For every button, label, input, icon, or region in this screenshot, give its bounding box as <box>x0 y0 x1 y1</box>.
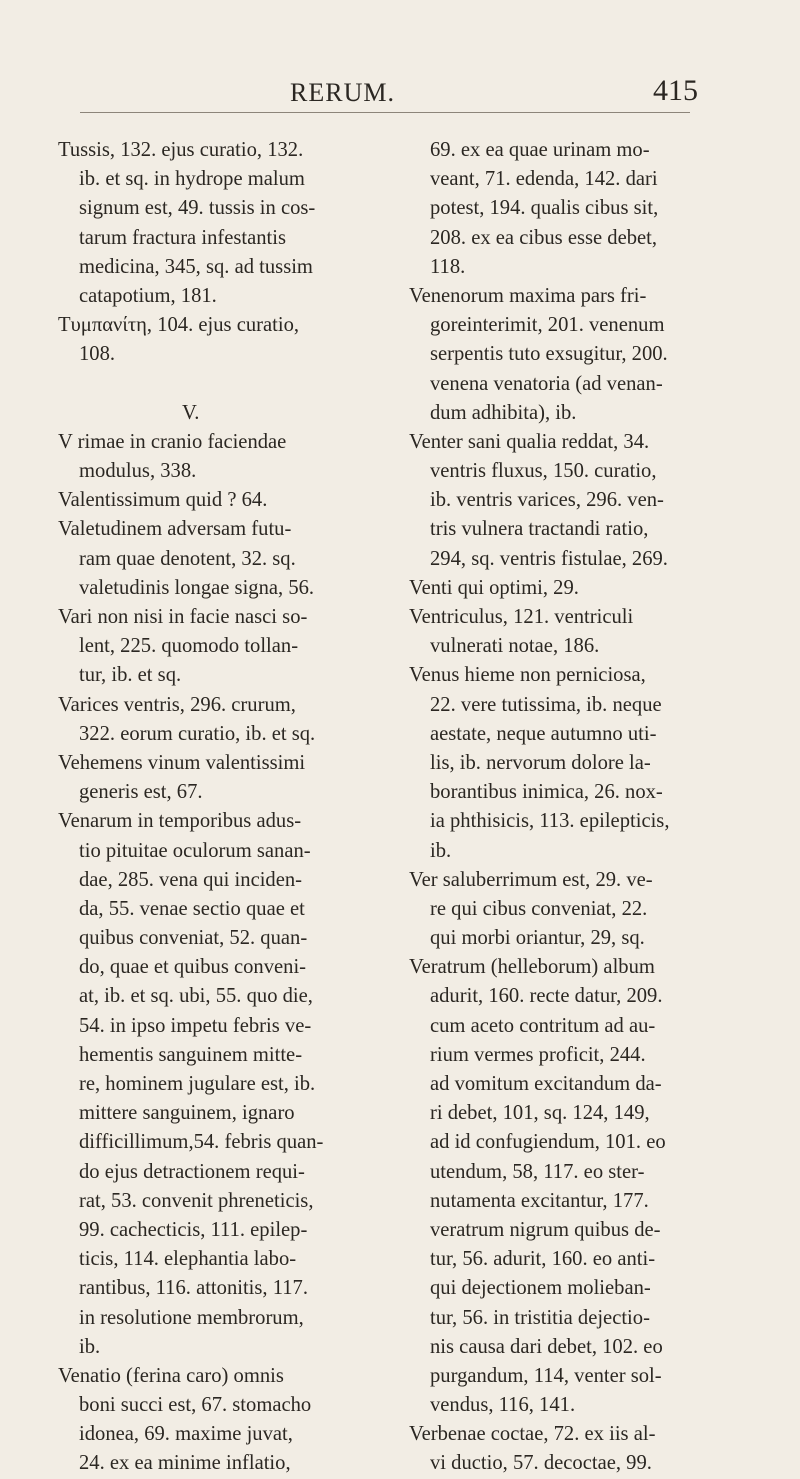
index-line: lis, ib. nervorum dolore la- <box>430 751 651 774</box>
index-line: tur, 56. adurit, 160. eo anti- <box>430 1248 656 1271</box>
index-line: Ventriculus, 121. ventriculi <box>409 606 634 628</box>
index-line: do ejus detractionem requi- <box>79 1160 305 1183</box>
index-line: at, ib. et sq. ubi, 55. quo die, <box>79 985 313 1008</box>
index-line: rat, 53. convenit phreneticis, <box>79 1189 314 1212</box>
index-line: tarum fractura infestantis <box>79 226 286 249</box>
index-line: ib. <box>430 839 452 862</box>
index-line: lent, 225. quomodo tollan- <box>79 635 299 658</box>
index-line: borantibus inimica, 26. nox- <box>430 781 663 804</box>
index-line: ad vomitum excitandum da- <box>430 1073 662 1095</box>
index-line: veratrum nigrum quibus de- <box>430 1218 661 1241</box>
index-line: 99. cachecticis, 111. epilep- <box>79 1218 308 1241</box>
index-line: serpentis tuto exsugitur, 200. <box>430 343 668 366</box>
right-index-column <box>409 136 739 1479</box>
index-line: vendus, 116, 141. <box>430 1394 576 1417</box>
index-line: signum est, 49. tussis in cos- <box>79 197 316 220</box>
running-title: RERUM. <box>290 78 395 107</box>
index-line: Vehemens vinum valentissimi <box>58 751 306 774</box>
blank-line <box>58 370 388 399</box>
index-line: Venatio (ferina caro) omnis <box>58 1364 284 1387</box>
index-line: Venenorum maxima pars fri- <box>409 284 647 307</box>
index-line: tris vulnera tractandi ratio, <box>430 518 649 541</box>
index-line: tur, 56. in tristitia dejectio- <box>430 1306 650 1329</box>
index-line: ib. et sq. in hydrope malum <box>79 168 305 191</box>
index-line: 54. in ipso impetu febris ve- <box>79 1014 312 1037</box>
index-line: 108. <box>79 343 116 366</box>
index-line: ticis, 114. elephantia labo- <box>79 1248 297 1271</box>
index-line: Venti qui optimi, 29. <box>409 576 579 599</box>
index-line: valetudinis longae signa, 56. <box>79 576 315 599</box>
index-line: 24. ex ea minime inflatio, <box>79 1452 291 1475</box>
index-line: ram quae denotent, 32. sq. <box>79 547 296 570</box>
index-line: catapotium, 181. <box>79 284 217 307</box>
index-line: do, quae et quibus conveni- <box>79 956 307 979</box>
header-rule <box>80 112 690 113</box>
index-line: Veratrum (helleborum) album <box>409 956 655 979</box>
page-header <box>0 74 800 118</box>
index-line: generis est, 67. <box>79 781 203 804</box>
index-line: ad id confugiendum, 101. eo <box>430 1131 666 1154</box>
index-line: utendum, 58, 117. eo ster- <box>430 1160 645 1183</box>
index-line: qui dejectionem molieban- <box>430 1277 651 1300</box>
index-line: medicina, 345, sq. ad tussim <box>79 255 313 278</box>
index-line: re, hominem jugulare est, ib. <box>79 1073 316 1095</box>
index-line: 322. eorum curatio, ib. et sq. <box>79 722 316 745</box>
index-line: da, 55. venae sectio quae et <box>79 897 305 920</box>
index-line: ia phthisicis, 113. epilepticis, <box>430 810 670 833</box>
index-line: rium vermes proficit, 244. <box>430 1043 646 1066</box>
index-line: tur, ib. et sq. <box>79 664 182 687</box>
index-line: nutamenta excitantur, 177. <box>430 1189 649 1212</box>
index-line: Venarum in temporibus adus- <box>58 810 302 833</box>
index-line: re qui cibus conveniat, 22. <box>430 897 648 920</box>
left-index-column <box>58 136 388 1479</box>
index-line: 208. ex ea cibus esse debet, <box>430 226 658 249</box>
index-line: Valentissimum quid ? 64. <box>58 489 268 512</box>
index-line: potest, 194. qualis cibus sit, <box>430 197 659 220</box>
index-line: ri debet, 101, sq. 124, 149, <box>430 1102 650 1125</box>
index-line: 22. vere tutissima, ib. neque <box>430 693 662 716</box>
index-line: tio pituitae oculorum sanan- <box>79 839 311 862</box>
index-line: Vari non nisi in facie nasci so- <box>58 606 308 628</box>
index-line: veant, 71. edenda, 142. dari <box>430 168 658 191</box>
index-line: ib. <box>79 1335 101 1358</box>
index-line: Varices ventris, 296. crurum, <box>58 693 296 716</box>
index-line: hementis sanguinem mitte- <box>79 1043 303 1066</box>
index-line: venena venatoria (ad venan- <box>430 372 663 395</box>
index-line: adurit, 160. recte datur, 209. <box>430 985 663 1008</box>
index-line: in resolutione membrorum, <box>79 1306 304 1329</box>
index-line: Tussis, 132. ejus curatio, 132. <box>58 139 304 161</box>
index-line: nis causa dari debet, 102. eo <box>430 1335 663 1358</box>
index-line: 294, sq. ventris fistulae, 269. <box>430 547 668 570</box>
index-line: 69. ex ea quae urinam mo- <box>430 139 650 161</box>
index-line: Ver saluberrimum est, 29. ve- <box>409 868 653 891</box>
index-line: V rimae in cranio faciendae <box>58 430 287 453</box>
index-line: Verbenae coctae, 72. ex iis al- <box>409 1423 656 1446</box>
index-line: qui morbi oriantur, 29, sq. <box>430 927 645 950</box>
index-line: ib. ventris varices, 296. ven- <box>430 489 664 512</box>
index-line: dum adhibita), ib. <box>430 401 577 424</box>
index-line: Τυμπανίτη, 104. ejus curatio, <box>58 314 300 337</box>
section-letter: V. <box>182 401 200 424</box>
index-line: Valetudinem adversam futu- <box>58 518 292 541</box>
index-line: Venter sani qualia reddat, 34. <box>409 430 650 453</box>
index-line: vulnerati notae, 186. <box>430 635 600 658</box>
index-line: difficillimum,54. febris quan- <box>79 1131 324 1154</box>
page-number: 415 <box>653 74 698 107</box>
index-line: vi ductio, 57. decoctae, 99. <box>430 1452 652 1475</box>
index-line: boni succi est, 67. stomacho <box>79 1394 312 1417</box>
index-line: aestate, neque autumno uti- <box>430 722 657 745</box>
index-line: goreinterimit, 201. venenum <box>430 314 665 337</box>
index-line: Venus hieme non perniciosa, <box>409 664 646 687</box>
index-line: quibus conveniat, 52. quan- <box>79 927 308 950</box>
index-line: rantibus, 116. attonitis, 117. <box>79 1277 308 1300</box>
index-line: dae, 285. vena qui inciden- <box>79 868 303 891</box>
index-line: 118. <box>430 255 466 278</box>
index-line: idonea, 69. maxime juvat, <box>79 1423 293 1446</box>
index-line: ventris fluxus, 150. curatio, <box>430 460 657 483</box>
index-line: cum aceto contritum ad au- <box>430 1014 656 1037</box>
index-line: mittere sanguinem, ignaro <box>79 1102 295 1125</box>
index-line: purgandum, 114, venter sol- <box>430 1364 662 1387</box>
index-line: modulus, 338. <box>79 460 197 483</box>
